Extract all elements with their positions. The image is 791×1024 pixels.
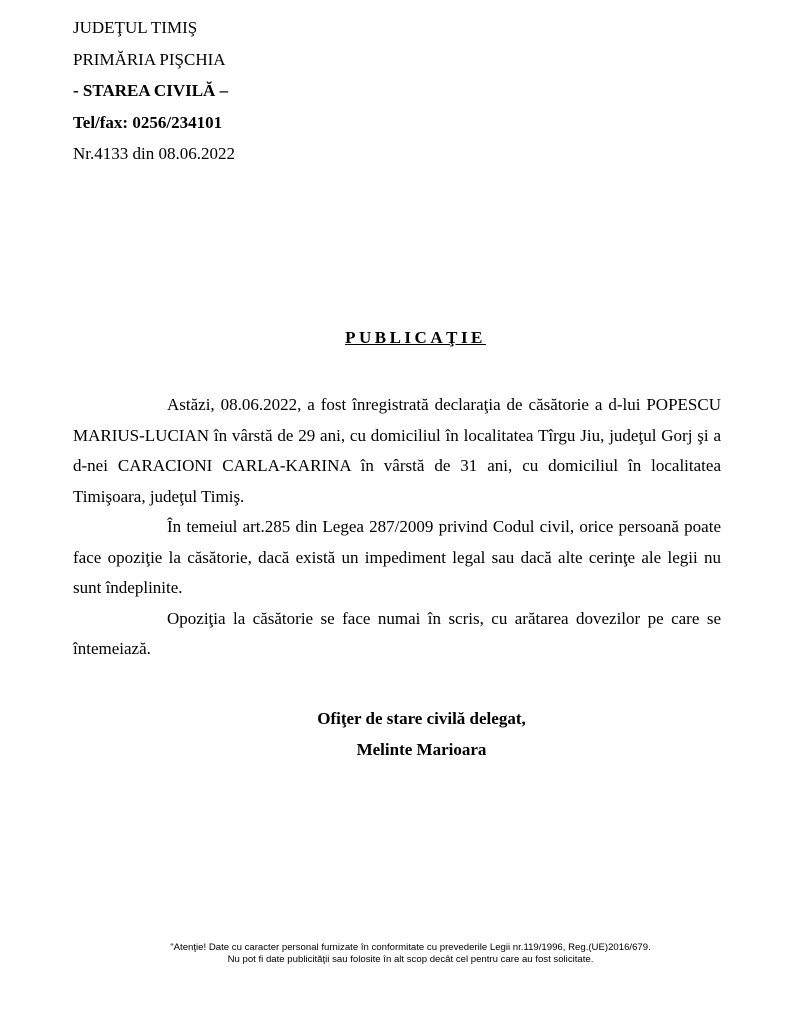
town-hall-name: PRIMĂRIA PIŞCHIA: [73, 49, 226, 69]
document-body: [73, 390, 721, 665]
privacy-notice-line-2: Nu pot fi date publicităţii sau folosite în alt scop decât cel pentru care au fost solicitate.: [227, 954, 594, 965]
document-title: PUBLICAŢIE: [345, 328, 486, 347]
signature-name: Melinte Marioara: [356, 740, 487, 759]
registration-number: Nr.4133 din 08.06.2022: [73, 144, 235, 163]
signature-block: [0, 703, 791, 765]
department-name: - STAREA CIVILĂ –: [73, 81, 229, 100]
privacy-notice-line-1: "Atenţie! Date cu caracter personal furnizate în conformitate cu prevederile Legii nr.119/1996, Reg.(UE)2016/679.: [170, 942, 651, 953]
document-header: [73, 12, 473, 170]
body-paragraph-opposition: Opoziţia la căsătorie se face numai în scris, cu arătarea dovezilor pe care se întemeiază.: [73, 608, 721, 658]
body-paragraph-legal-basis: În temeiul art.285 din Legea 287/2009 privind Codul civil, orice persoană poate face opoziţie la căsătorie, dacă există un impediment legal sau dacă alte cerinţe ale legii nu sunt îndeplinite.: [73, 517, 721, 597]
body-paragraph-declaration: Astăzi, 08.06.2022, a fost înregistrată declaraţia de căsătorie a d-lui POPESCU MARIUS-LUCIAN în vârstă de 29 ani, cu domiciliul în localitatea Tîrgu Jiu, judeţul Gorj şi a d-nei CARACIONI CARLA-KARINA în vârstă de 31 ani, cu domiciliul în localitatea Timişoara, judeţul Timiş.: [73, 395, 721, 506]
signature-role: Ofiţer de stare civilă delegat,: [317, 709, 526, 728]
phone-fax: Tel/fax: 0256/234101: [73, 112, 223, 132]
county-name: JUDEŢUL TIMIŞ: [73, 18, 198, 37]
privacy-notice: [0, 942, 791, 966]
